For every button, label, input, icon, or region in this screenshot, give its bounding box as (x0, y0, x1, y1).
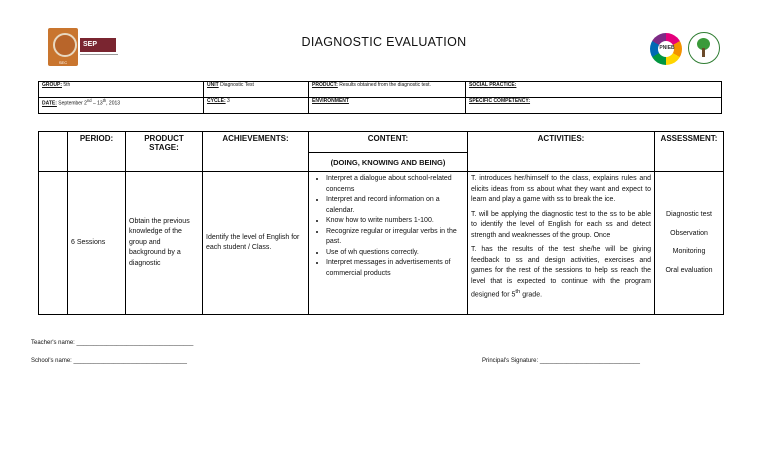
teacher-name-line: Teacher's name: ___________________________________ (31, 340, 194, 346)
tree-seal-icon (688, 32, 720, 64)
content-item: • Interpret and record information on a calendar. (326, 195, 464, 216)
content-item: • Recognize regular or irregular verbs in the past. (326, 227, 464, 248)
group-cell: GROUP: 5th (39, 82, 204, 98)
principal-signature-line: Principal's Signature: ______________________________ (482, 358, 640, 364)
achievements-header: ACHIEVEMENTS: (203, 132, 309, 172)
assessment-item: Diagnostic test (666, 211, 712, 218)
cycle-cell: CYCLE: 3 (204, 98, 309, 114)
activities-header: ACTIVITIES: (468, 132, 655, 172)
stage-cell: Obtain the previous knowledge of the group and background by a diagnostic (126, 172, 203, 315)
school-name-line: School's name: __________________________________ (31, 358, 187, 364)
sep-logo: SEP (80, 38, 116, 52)
assessment-header: ASSESSMENT: (655, 132, 724, 172)
activities-paragraph: T. has the results of the test she/he will be giving feedback to ss and design activities, exercises and games for the rest of the sessions to help ss reach the level that is expected to continue with the program designed for 5th grade. (471, 246, 651, 299)
page-title: DIAGNOSTIC EVALUATION (301, 35, 467, 49)
social-practice-cell: SOCIAL PRACTICE: (466, 82, 722, 98)
content-item: • Use of wh questions correctly. (326, 248, 464, 259)
unit-cell: UNIT Diagnostic Test (204, 82, 309, 98)
content-item: • Interpret a dialogue about school-related concerns (326, 174, 464, 195)
assessment-item: Monitoring (672, 248, 706, 255)
planning-table (38, 131, 724, 315)
info-table (38, 81, 722, 114)
assessment-item: Observation (670, 229, 708, 237)
pnieb-logo: PNIEB (650, 33, 684, 65)
content-header: CONTENT: (309, 132, 468, 153)
date-cell: DATE: September 2nd – 13th, 2013 (39, 98, 204, 114)
achievements-cell: Identify the level of English for each student / Class. (203, 172, 309, 315)
activities-cell (468, 172, 655, 315)
assessment-cell (655, 172, 724, 315)
content-item: • Interpret messages in advertisements of commercial products (326, 258, 464, 279)
period-header: PERIOD: (68, 132, 126, 172)
crest-icon: SEC (48, 28, 78, 66)
activities-paragraph: T. will be applying the diagnostic test to the ss to be able to identify the level of English for each ss and detect strength and weaknesses of the group. Once (471, 210, 651, 239)
content-cell (309, 172, 468, 315)
assessment-item: Oral evaluation (665, 266, 713, 274)
product-cell: PRODUCT: Results obtained from the diagnostic test. (309, 82, 466, 98)
competency-cell: SPECIFIC COMPETENCY: (466, 98, 722, 114)
activities-paragraph: T. introduces her/himself to the class, explains rules and elicits ideas from ss about what they want and expect to learn and play a game with ss to break the ice. (471, 175, 651, 203)
blank-cell (39, 172, 68, 315)
content-item: • Know how to write numbers 1-100. (326, 216, 464, 227)
stage-header: PRODUCT STAGE: (126, 132, 203, 172)
environment-cell: ENVIRONMENT (309, 98, 466, 114)
blank-header (39, 132, 68, 172)
content-subheader: (DOING, KNOWING AND BEING) (309, 153, 468, 172)
period-cell: 6 Sessions (68, 172, 126, 315)
